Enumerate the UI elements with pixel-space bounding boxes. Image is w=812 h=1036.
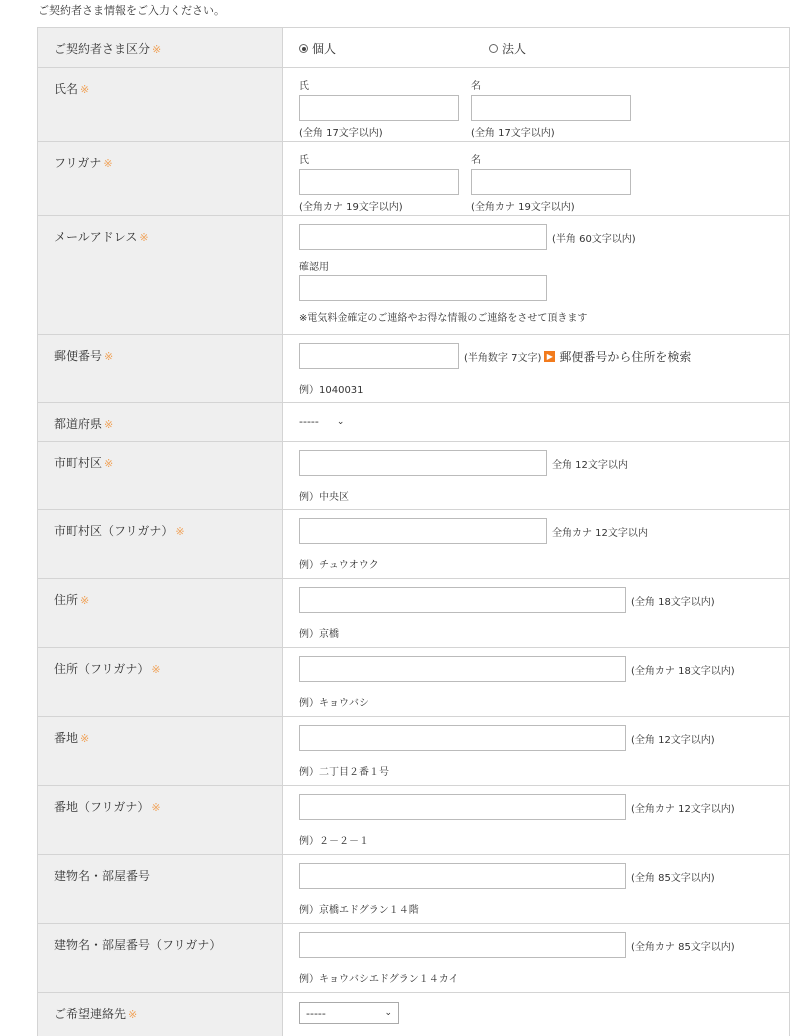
- label-contract-type: ご契約者さま区分 ※: [37, 28, 283, 67]
- first-name-input[interactable]: [471, 95, 631, 121]
- row-address: 住所 ※ (全角 18文字以内) 例）京橋: [37, 579, 790, 648]
- zip-input[interactable]: [299, 343, 459, 369]
- row-city: 市町村区 ※ 全角 12文字以内 例）中央区: [37, 442, 790, 510]
- banchi-kana-input[interactable]: [299, 794, 626, 820]
- radio-individual[interactable]: 個人: [299, 40, 336, 57]
- address-kana-input[interactable]: [299, 656, 626, 682]
- radio-unchecked-icon: [489, 44, 498, 53]
- intro-text: ご契約者さま情報をご入力ください。: [38, 4, 225, 17]
- first-kana-input[interactable]: [471, 169, 631, 195]
- building-kana-input[interactable]: [299, 932, 626, 958]
- email-confirm-input[interactable]: [299, 275, 547, 301]
- email-input[interactable]: [299, 224, 547, 250]
- chevron-down-icon: ⌄: [336, 416, 345, 427]
- row-prefecture: 都道府県 ※ ----- ⌄: [37, 403, 790, 442]
- row-email: メールアドレス ※ (半角 60文字以内) 確認用 ※電気料金確定のご連絡やお得な情報のご連絡をさせて頂きます: [37, 216, 790, 335]
- row-contract-type: [37, 28, 790, 68]
- city-input[interactable]: [299, 450, 547, 476]
- row-contact: ご希望連絡先 ※ ----- ⌄: [37, 993, 790, 1036]
- required-mark: ※: [152, 43, 162, 56]
- banchi-input[interactable]: [299, 725, 626, 751]
- row-city-kana: 市町村区（フリガナ） ※ 全角カナ 12文字以内 例）チュウオウク: [37, 510, 790, 579]
- chevron-down-icon: ⌄: [384, 1008, 392, 1018]
- radio-checked-icon: [299, 44, 308, 53]
- radio-corporation[interactable]: 法人: [489, 40, 526, 57]
- last-kana-input[interactable]: [299, 169, 459, 195]
- row-kana: フリガナ ※ 氏 (全角カナ 19文字以内) 名 (全角カナ 19文字以内): [37, 142, 790, 216]
- address-input[interactable]: [299, 587, 626, 613]
- last-name-input[interactable]: [299, 95, 459, 121]
- row-name: 氏名 ※ 氏 (全角 17文字以内) 名 (全角 17文字以内): [37, 68, 790, 142]
- row-building-kana: 建物名・部屋番号（フリガナ） (全角カナ 85文字以内) 例）キョウバシエドグラン１４カイ: [37, 924, 790, 993]
- zip-search-link[interactable]: 郵便番号から住所を検索: [559, 349, 692, 364]
- row-zip: 郵便番号 ※ (半角数字 7文字) ▶ 郵便番号から住所を検索 例）1040031: [37, 335, 790, 403]
- prefecture-select[interactable]: ----- ⌄: [299, 415, 345, 428]
- row-banchi-kana: 番地（フリガナ） ※ (全角カナ 12文字以内) 例）２－２－１: [37, 786, 790, 855]
- row-address-kana: 住所（フリガナ） ※ (全角カナ 18文字以内) 例）キョウバシ: [37, 648, 790, 717]
- building-input[interactable]: [299, 863, 626, 889]
- arrow-right-icon: ▶: [544, 351, 555, 362]
- row-banchi: 番地 ※ (全角 12文字以内) 例）二丁目２番１号: [37, 717, 790, 786]
- city-kana-input[interactable]: [299, 518, 547, 544]
- contact-select[interactable]: ----- ⌄: [299, 1002, 399, 1024]
- row-building: 建物名・部屋番号 (全角 85文字以内) 例）京橋エドグラン１４階: [37, 855, 790, 924]
- contract-form: [37, 27, 790, 1036]
